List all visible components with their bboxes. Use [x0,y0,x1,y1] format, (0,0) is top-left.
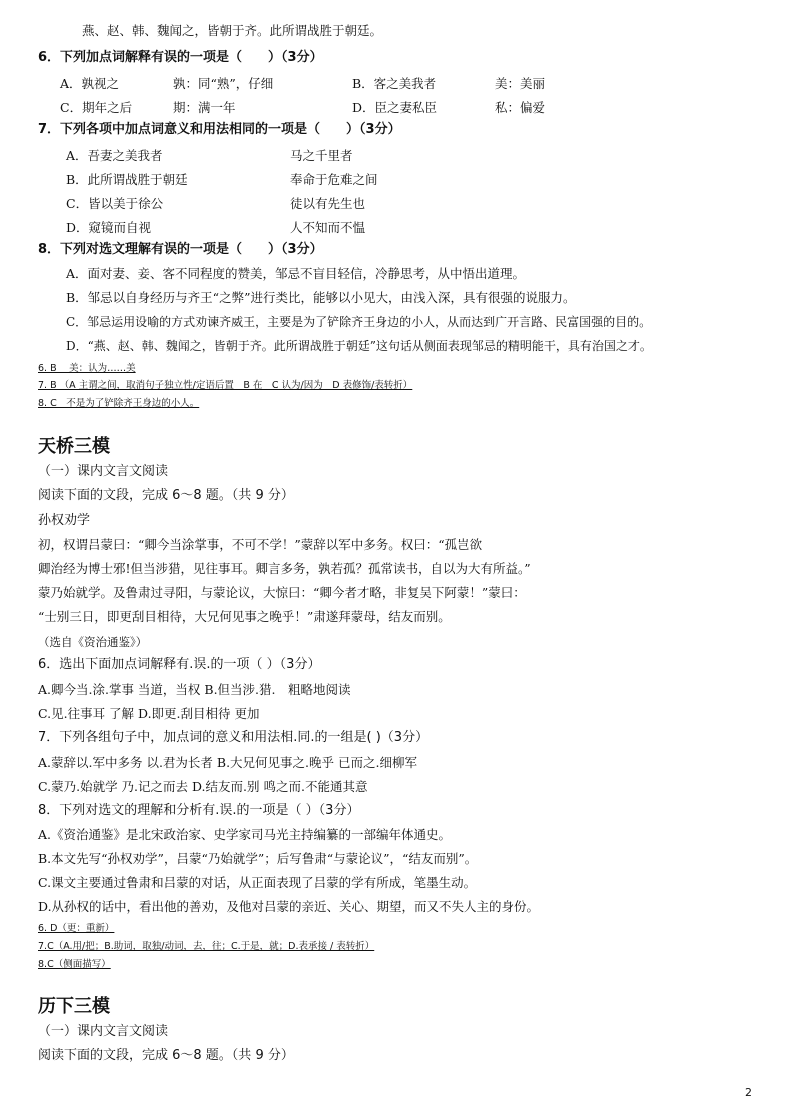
section-title: 历下三模 [38,996,110,1017]
answer-line: 8.C（侧面描写） [38,959,111,970]
q8-option-c: C．邹忌运用设喻的方式劝谏齐威王，主要是为了铲除齐王身边的小人，从而达到广开言路、民富国强的目的。 [66,315,652,329]
passage-title: 孙权劝学 [38,513,91,528]
section-title: 天桥三模 [38,436,110,457]
passage-line: 蒙乃始就学。及鲁肃过寻阳，与蒙论议，大惊曰：“卿今者才略，非复吴下阿蒙！”蒙曰： [38,585,526,600]
q8-option-b: B．邹忌以自身经历与齐王“之弊”进行类比，能够以小见大，由浅入深，具有很强的说服力。 [66,290,576,305]
question-7-stem: 7．下列各项中加点词意义和用法相同的一项是（ ）（3分） [38,122,401,137]
q7-option-b-right: 奉命于危难之间 [290,172,378,187]
section-subtitle: （一）课内文言文阅读 [38,1024,169,1039]
q7-option-c-right: 徒以有先生也 [290,196,366,211]
q7-option-a-right: 马之千里者 [290,148,353,163]
q7-options-ab: A.蒙辞以.军中多务 以.君为长者 B.大兄何见事之.晚乎 已而之.细柳军 [38,755,417,770]
q7-option-d-right: 人不知而不愠 [290,220,366,235]
q7-option-d-left: D．窥镜而自视 [66,220,152,235]
q8-option-c: C.课文主要通过鲁肃和吕蒙的对话，从正面表现了吕蒙的学有所成，笔墨生动。 [38,875,477,890]
question-6-stem: 6．下列加点词解释有误的一项是（ ）（3分） [38,50,323,65]
q8-option-d: D．“燕、赵、韩、魏闻之，皆朝于齐。此所谓战胜于朝廷”这句话从侧面表现邹忌的精明能干，具有治国之才。 [66,339,652,353]
question-8-stem: 8．下列对选文的理解和分析有.误.的一项是（ ）（3分） [38,803,360,818]
q7-option-c-left: C．皆以美于徐公 [66,196,164,211]
q6-option-a: A．孰视之 [60,76,120,91]
section-intro: 阅读下面的文段，完成 6～8 题。（共 9 分） [38,1048,294,1063]
passage-line: 燕、赵、韩、魏闻之，皆朝于齐。此所谓战胜于朝廷。 [82,23,383,38]
answer-line: 6. D（更：重新） [38,923,115,934]
section-subtitle: （一）课内文言文阅读 [38,464,169,479]
passage-line: 卿治经为博士邪!但当涉猎，见往事耳。卿言多务，孰若孤？孤常读书，自以为大有所益。” [38,561,531,576]
question-7-stem: 7．下列各组句子中，加点词的意义和用法相.同.的一组是( )（3分） [38,730,429,745]
passage-line: 初，权谓吕蒙曰：“卿今当涂掌事，不可不学！”蒙辞以军中多务。权曰：“孤岂欲 [38,537,483,552]
section-intro: 阅读下面的文段，完成 6～8 题。（共 9 分） [38,488,294,503]
q6-option-d: D．臣之妻私臣 [352,100,438,115]
answer-line: 6. B 美：认为……美 [38,363,136,374]
q8-option-a: A．面对妻、妾、客不同程度的赞美，邹忌不盲目轻信，冷静思考，从中悟出道理。 [66,266,526,281]
q8-option-d: D.从孙权的话中，看出他的善劝，及他对吕蒙的亲近、关心、期望，而又不失人主的身份。 [38,899,540,914]
q6-option-b-gloss: 美：美丽 [495,76,546,91]
q6-option-b: B．客之美我者 [352,76,437,91]
passage-line: “士别三日，即更刮目相待，大兄何见事之晚乎！”肃遂拜蒙母，结友而别。 [38,609,451,624]
q6-option-d-gloss: 私：偏爱 [495,100,546,115]
answer-line: 8. C 不是为了铲除齐王身边的小人。 [38,398,200,409]
question-8-stem: 8．下列对选文理解有误的一项是（ ）（3分） [38,242,323,257]
q6-options-ab: A.卿今当.涂.掌事 当道，当权 B.但当涉.猎. 粗略地阅读 [38,682,351,697]
q6-options-cd: C.见.往事耳 了解 D.即更.刮目相待 更加 [38,706,260,721]
q6-option-c: C．期年之后 [60,100,133,115]
q7-option-a-left: A．吾妻之美我者 [66,148,163,163]
answer-line: 7.C（A.用/把；B.助词，取独/动词，去，往；C.于是，就；D.表承接 / 表转折） [38,941,375,952]
q7-options-cd: C.蒙乃.始就学 乃.记之而去 D.结友而.别 鸣之而.不能通其意 [38,779,368,794]
q7-option-b-left: B．此所谓战胜于朝廷 [66,172,188,187]
q8-option-b: B.本文先写“孙权劝学”，吕蒙“乃始就学”；后写鲁肃“与蒙论议”，“结友而别”。 [38,851,478,866]
answer-line: 7. B （A 主谓之间，取消句子独立性/定语后置 B 在 C 认为/因为 D 表修饰/表转折） [38,380,413,391]
passage-source: （选自《资治通鉴》） [38,635,148,649]
q6-option-c-gloss: 期：满一年 [173,100,236,115]
q8-option-a: A.《资治通鉴》是北宋政治家、史学家司马光主持编纂的一部编年体通史。 [38,827,452,842]
question-6-stem: 6．选出下面加点词解释有.误.的一项（ ）（3分） [38,657,321,672]
q6-option-a-gloss: 孰：同“熟”，仔细 [173,76,274,91]
page-number: 2 [745,1086,752,1099]
